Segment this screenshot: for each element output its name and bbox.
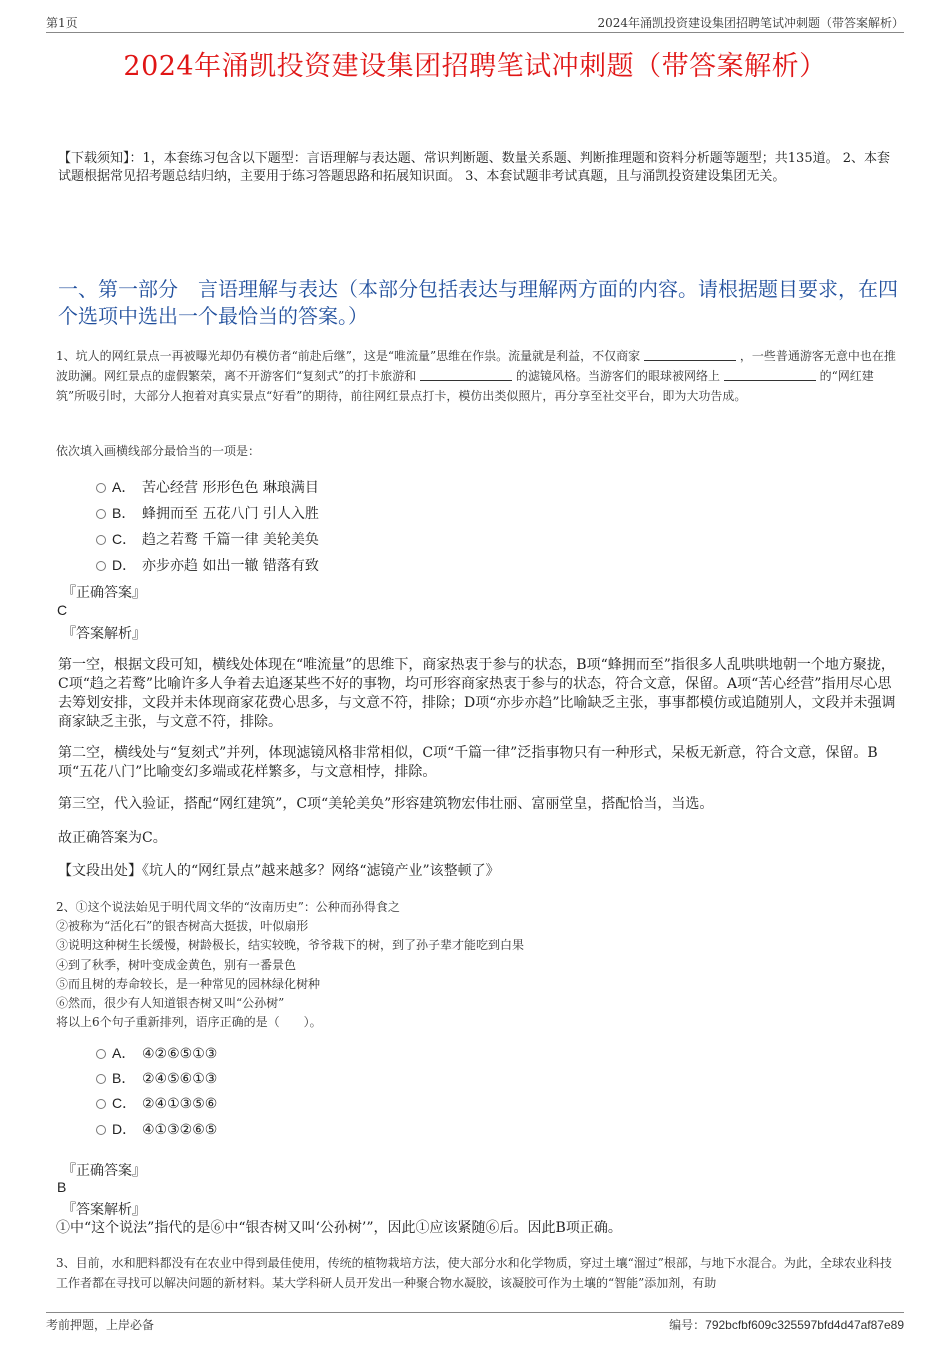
q2-answer: B — [57, 1179, 67, 1195]
page-footer — [46, 1312, 904, 1333]
q2-option-c[interactable]: C． ②④①③⑤⑥ — [96, 1093, 217, 1113]
fill-blank-1 — [644, 347, 736, 361]
q2-option-b[interactable]: B． ②④⑤⑥①③ — [96, 1068, 217, 1088]
radio-icon[interactable] — [96, 1049, 106, 1059]
q2-analysis: ①中“这个说法”指代的是⑥中“银杏树又叫‘公孙树’”，因此①应该紧随⑥后。因此B项正确。 — [56, 1220, 622, 1236]
question-2-text — [56, 898, 898, 1032]
q1-text-part2: ，一些普通游客无意中也在推波助澜。网红景点的虚假繁荣，离不开游客们“复刻式”的打卡旅游和 — [56, 349, 896, 383]
radio-icon[interactable] — [96, 1099, 106, 1109]
page-title: 2024年涌凯投资建设集团招聘笔试冲刺题（带答案解析） — [123, 51, 827, 82]
q1-text-part3: 的滤镜风格。当游客们的眼球被网络上 — [515, 369, 720, 383]
q1-option-b[interactable]: B． 蜂拥而至 五花八门 引人入胜 — [96, 503, 319, 523]
q2-line: ②被称为“活化石”的银杏树高大挺拔，叶似扇形 — [56, 919, 309, 934]
q1-source: 【文段出处】《坑人的“网红景点”越来越多？网络“滤镜产业”该整顿了》 — [58, 863, 500, 879]
q1-option-a[interactable]: A． 苦心经营 形形色色 琳琅满目 — [96, 477, 319, 497]
radio-icon[interactable] — [96, 535, 106, 545]
q2-correct-label: 『正确答案』 — [62, 1163, 146, 1179]
header-doc-title: 2024年涌凯投资建设集团招聘笔试冲刺题（带答案解析） — [597, 16, 904, 30]
section-title: 一、第一部分 言语理解与表达（本部分包括表达与理解两方面的内容。请根据题目要求，在四个选项中选出一个最恰当的答案。） — [58, 277, 898, 328]
radio-icon[interactable] — [96, 1125, 106, 1135]
radio-icon[interactable] — [96, 1074, 106, 1084]
radio-icon[interactable] — [96, 509, 106, 519]
footer-serial — [669, 1316, 904, 1333]
q2-line: ⑤而且树的寿命较长，是一种常见的园林绿化树种 — [56, 976, 321, 991]
q1-analysis-para-1: 第一空，根据文段可知，横线处体现在“唯流量”的思维下，商家热衷于参与的状态，B项“蜂拥而至”指很多人乱哄哄地朝一个地方聚拢，C项“趋之若鹜”比喻许多人争着去追逐某些不好的事物，均可形容商家热衷于参与的状态，符合文意，保留。A项“苦心经营”指用尽心思去筹划安排，文段并未体现商家花费心思多，与文意不符，排除；D项“亦步亦趋”比喻缺乏主张，事事都模仿或追随别人，文段并未强调商家缺乏主张，与文意不符，排除。 — [58, 657, 896, 730]
download-notice: 【下载须知】：1，本套练习包含以下题型：言语理解与表达题、常识判断题、数量关系题、判断推理题和资料分析题等题型；共135道。 2、本套试题根据常见招考题总结归纳，主要用于练习答题思路和拓展知识面。 3、本套试题非考试真题，且与涌凯投资建设集团无关。 — [58, 151, 890, 184]
q2-line: ⑥然而，很少有人知道银杏树又叫“公孙树” — [56, 996, 285, 1011]
question-3-text: 3、目前，水和肥料都没有在农业中得到最佳使用，传统的植物栽培方法，使大部分水和化学物质，穿过土壤“溜过”根部，与地下水混合。为此，全球农业科技工作者都在寻找可以解决问题的新材料。某大学科研人员开发出一种聚合物水凝胶，该凝胶可作为土壤的“智能”添加剂，有助 — [56, 1256, 892, 1290]
q1-text-part4: 的“网红建筑”所吸引时，大部分人抱着对真实景点“好看”的期待，前往网红景点打卡，模仿出类似照片，再分享至社交平台，即为大功告成。 — [56, 369, 874, 403]
q1-text-part1: 1、坑人的网红景点一再被曝光却仍有模仿者“前赴后继”，这是“唯流量”思维在作祟。流量就是利益，不仅商家 — [56, 349, 641, 363]
q1-prompt: 依次填入画横线部分最恰当的一项是： — [56, 444, 261, 458]
q2-analysis-label: 『答案解析』 — [62, 1202, 146, 1218]
serial-label: 编号： — [669, 1318, 706, 1332]
q1-analysis-para-4: 故正确答案为C。 — [58, 830, 167, 846]
q2-option-d[interactable]: D． ④①③②⑥⑤ — [96, 1119, 217, 1139]
page-number: 第1页 — [46, 16, 78, 30]
q2-line: ③说明这种树生长缓慢，树龄极长，结实较晚，爷爷栽下的树，到了孙子辈才能吃到白果 — [56, 938, 525, 953]
footer-slogan: 考前押题，上岸必备 — [46, 1318, 155, 1332]
q1-analysis-para-3: 第三空，代入验证，搭配“网红建筑”，C项“美轮美奂”形容建筑物宏伟壮丽、富丽堂皇，搭配恰当，当选。 — [58, 796, 714, 812]
radio-icon[interactable] — [96, 483, 106, 493]
q1-correct-label: 『正确答案』 — [62, 585, 146, 601]
radio-icon[interactable] — [96, 561, 106, 571]
page-header — [46, 12, 904, 33]
serial-number: 792bcfbf609c325597bfd4d47af87e89 — [705, 1318, 904, 1332]
q1-analysis-para-2: 第二空，横线处与“复刻式”并列，体现滤镜风格非常相似，C项“千篇一律”泛指事物只有一种形式，呆板无新意，符合文意，保留。B项“五花八门”比喻变幻多端或花样繁多，与文意相悖，排除。 — [58, 745, 878, 780]
q2-line: ④到了秋季，树叶变成金黄色，别有一番景色 — [56, 957, 297, 972]
q1-option-d[interactable]: D． 亦步亦趋 如出一辙 错落有致 — [96, 555, 319, 575]
fill-blank-2 — [420, 367, 512, 381]
q2-line: 2、①这个说法始见于明代周文华的“汝南历史”：公种而孙得食之 — [56, 900, 400, 914]
q1-answer: C — [57, 602, 68, 618]
question-1-text — [56, 346, 898, 406]
fill-blank-3 — [724, 367, 816, 381]
q2-prompt: 将以上6个句子重新排列，语序正确的是（ ）。 — [56, 1015, 322, 1030]
q1-analysis-label: 『答案解析』 — [62, 626, 146, 642]
q1-option-c[interactable]: C． 趋之若鹜 千篇一律 美轮美奂 — [96, 529, 319, 549]
q2-option-a[interactable]: A． ④②⑥⑤①③ — [96, 1043, 217, 1063]
